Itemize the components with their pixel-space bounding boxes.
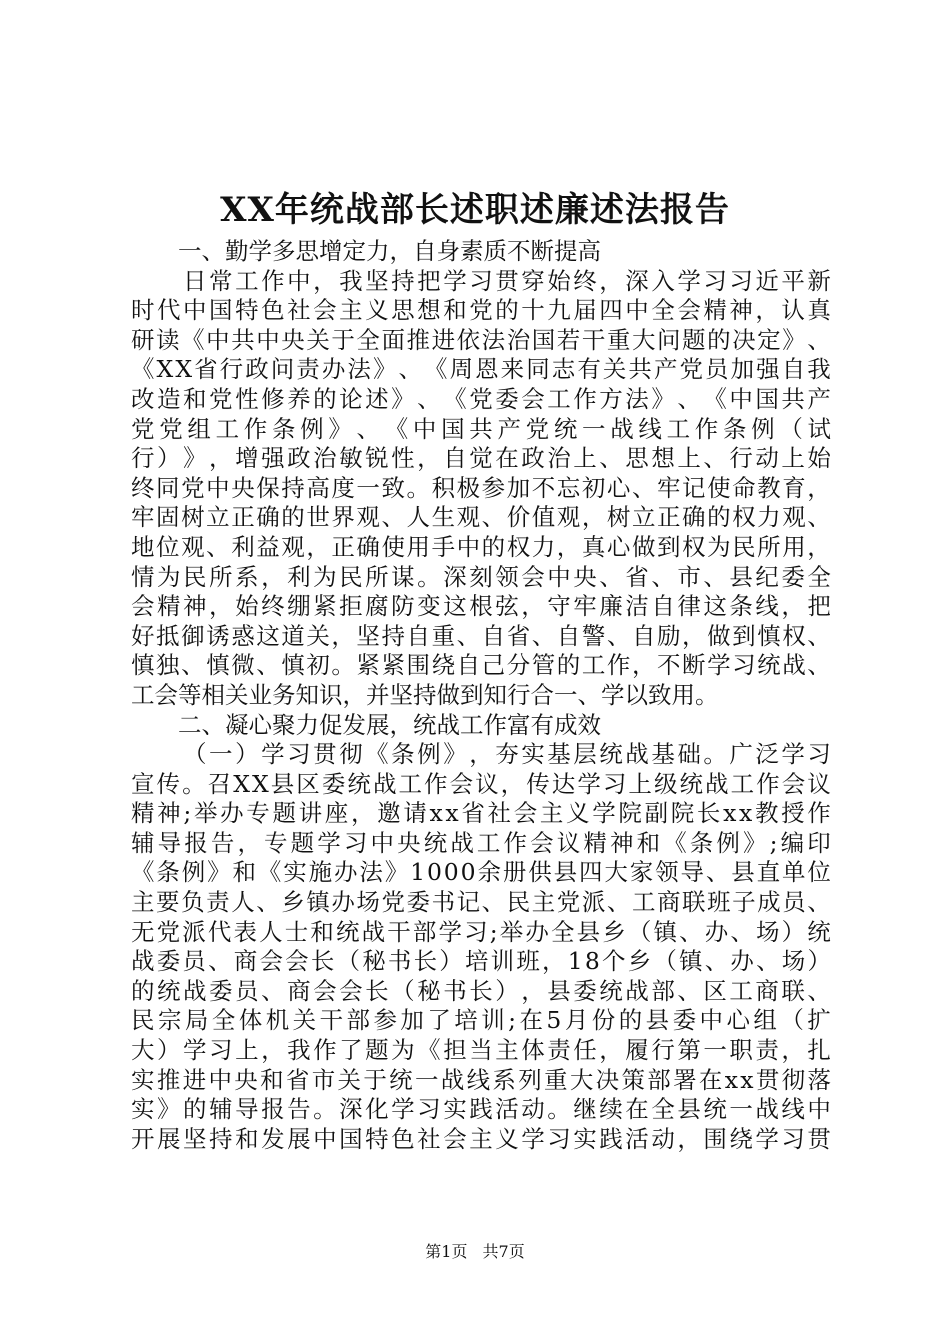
page-number: 第1页 (425, 1242, 468, 1261)
text-line: 好 抵 御 诱 惑 这 道 关 ， 坚 持 自 重 、 自 省 、 自 警 、 自 励 ， 做 到 慎 权 、 (131, 621, 831, 650)
document-body (131, 237, 831, 1154)
text-line: 大 ） 学 习 上 ， 我 作 了 题 为 《 担 当 主 体 责 任 ， 履 行 第 一 职 责 ， 扎 (131, 1036, 831, 1065)
document-title: XX年统战部长述职述廉述法报告 (220, 190, 730, 230)
text-line: 改 造 和 党 性 修 养 的 论 述 》 、 《 党 委 会 工 作 方 法 》 、 《 中 国 共 产 (131, 384, 831, 413)
text-line: 情 为 民 所 系 ， 利 为 民 所 谋 。 深 刻 领 会 中 央 、 省 、 市 、 县 纪 委 全 (131, 562, 831, 591)
text-line: 精 神 ; 举 办 专 题 讲 座 ， 邀 请 x x 省 社 会 主 义 学 院 副 院 长 x x 教 授 作 (131, 799, 831, 828)
text-line: 《 条 例 》 和 《 实 施 办 法 》 1 0 0 0 余 册 供 县 四 大 家 领 导 、 县 直 单 位 (131, 858, 831, 887)
text-line: 党 党 组 工 作 条 例 》 、 《 中 国 共 产 党 统 一 战 线 工 作 条 例 （ 试 (131, 414, 831, 443)
text-line: （ 一 ） 学 习 贯 彻 《 条 例 》 ， 夯 实 基 层 统 战 基 础 。 广 泛 学 习 (183, 740, 831, 769)
text-line: 日 常 工 作 中 ， 我 坚 持 把 学 习 贯 穿 始 终 ， 深 入 学 习 习 近 平 新 (183, 266, 831, 295)
text-line: 辅 导 报 告 ， 专 题 学 习 中 央 统 战 工 作 会 议 精 神 和 《 条 例 》 ; 编 印 (131, 828, 831, 857)
text-line: 时 代 中 国 特 色 社 会 主 义 思 想 和 党 的 十 九 届 四 中 全 会 精 神 ， 认 真 (131, 296, 831, 325)
text-line: 战 委 员 、 商 会 会 长 （ 秘 书 长 ） 培 训 班 ， 1 8 个 乡 （ 镇 、 办 、 场 ） (131, 947, 831, 976)
text-line: 行 ） 》 ， 增 强 政 治 敏 锐 性 ， 自 觉 在 政 治 上 、 思 想 上 、 行 动 上 始 (131, 444, 831, 473)
text-line: 牢 固 树 立 正 确 的 世 界 观 、 人 生 观 、 价 值 观 ， 树 立 正 确 的 权 力 观 、 (131, 503, 831, 532)
text-line: 《 X X 省 行 政 问 责 办 法 》 、 《 周 恩 来 同 志 有 关 共 产 党 员 加 强 自 我 (131, 355, 831, 384)
text-line: 工会等相关业务知识，并坚持做到知行合一、学以致用。 (131, 680, 719, 709)
text-line: 会 精 神 ， 始 终 绷 紧 拒 腐 防 变 这 根 弦 ， 守 牢 廉 洁 自 律 这 条 线 ， 把 (131, 592, 831, 621)
page-total: 共7页 (482, 1242, 525, 1261)
text-line: 终 同 党 中 央 保 持 高 度 一 致 。 积 极 参 加 不 忘 初 心 、 牢 记 使 命 教 育 ， (131, 473, 831, 502)
text-line: 地 位 观 、 利 益 观 ， 正 确 使 用 手 中 的 权 力 ， 真 心 做 到 权 为 民 所 用 ， (131, 532, 831, 561)
text-line: 主 要 负 责 人 、 乡 镇 办 场 党 委 书 记 、 民 主 党 派 、 工 商 联 班 子 成 员 、 (131, 888, 831, 917)
text-line: 宣 传 。 召 X X 县 区 委 统 战 工 作 会 议 ， 传 达 学 习 上 级 统 战 工 作 会 议 (131, 769, 831, 798)
text-line: 二、凝心聚力促发展，统战工作富有成效 (131, 710, 601, 739)
text-line: 无 党 派 代 表 人 士 和 统 战 干 部 学 习 ; 举 办 全 县 乡 （ 镇 、 办 、 场 ） 统 (131, 917, 831, 946)
text-line: 实 》 的 辅 导 报 告 。 深 化 学 习 实 践 活 动 。 继 续 在 全 县 统 一 战 线 中 (131, 1095, 831, 1124)
text-line: 研 读 《 中 共 中 央 关 于 全 面 推 进 依 法 治 国 若 干 重 大 问 题 的 决 定 》 、 (131, 325, 831, 354)
text-line: 一、勤学多思增定力，自身素质不断提高 (131, 237, 601, 265)
text-line: 开 展 坚 持 和 发 展 中 国 特 色 社 会 主 义 学 习 实 践 活 动 ， 围 绕 学 习 贯 (131, 1124, 831, 1153)
text-line: 的 统 战 委 员 、 商 会 会 长 （ 秘 书 长 ） ， 县 委 统 战 部 、 区 工 商 联 、 (131, 976, 831, 1005)
text-line: 民 宗 局 全 体 机 关 干 部 参 加 了 培 训 ; 在 5 月 份 的 县 委 中 心 组 （ 扩 (131, 1006, 831, 1035)
text-line: 实 推 进 中 央 和 省 市 关 于 统 一 战 线 系 列 重 大 决 策 部 署 在 x x 贯 彻 落 (131, 1065, 831, 1094)
page-footer (0, 1241, 950, 1263)
text-line: 慎 独 、 慎 微 、 慎 初 。 紧 紧 围 绕 自 己 分 管 的 工 作 ， 不 断 学 习 统 战 、 (131, 651, 831, 680)
